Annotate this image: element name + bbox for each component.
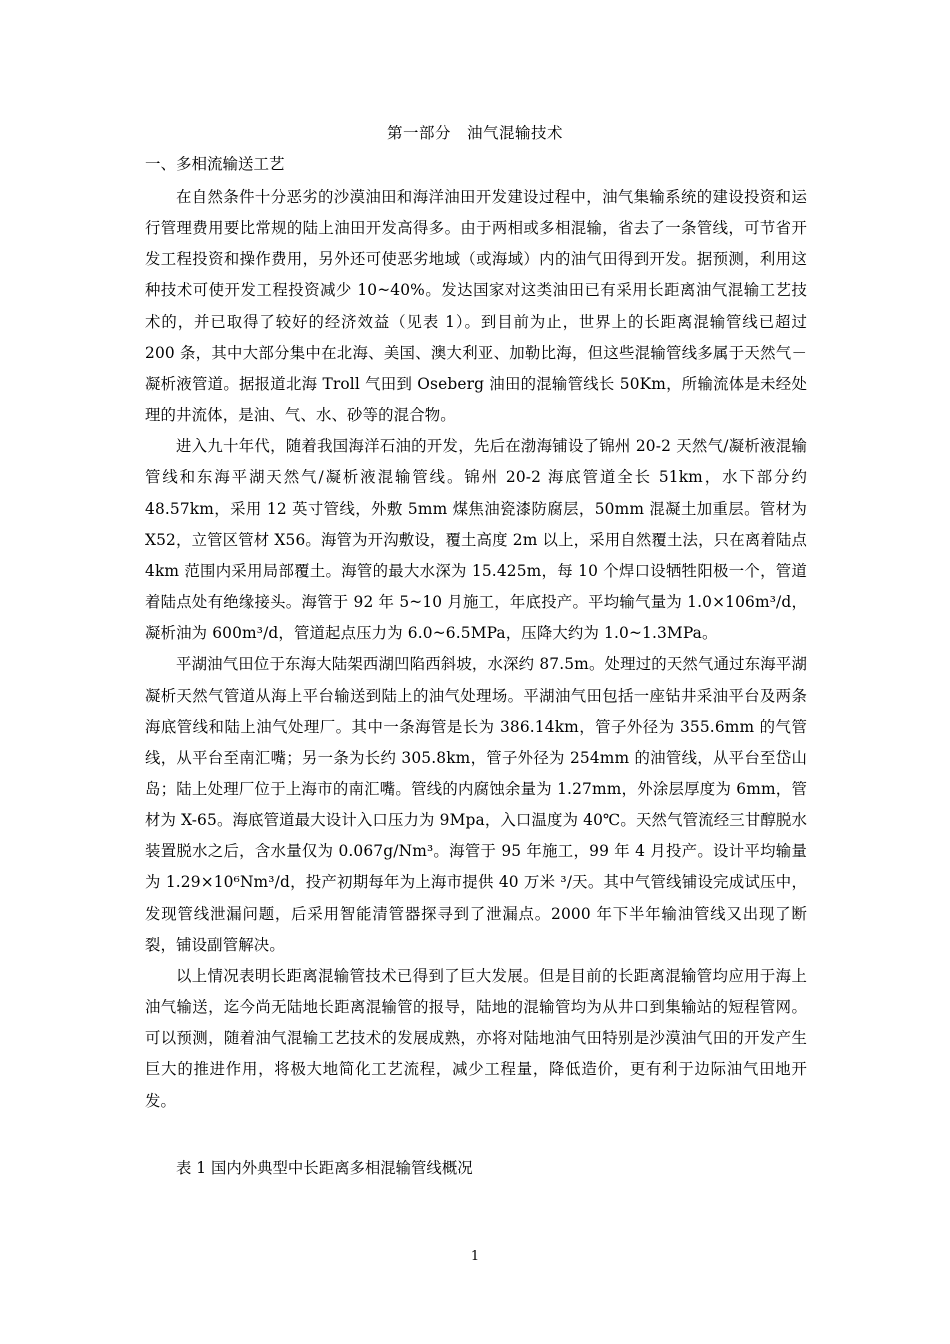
paragraph-1: 在自然条件十分恶劣的沙漠油田和海洋油田开发建设过程中，油气集输系统的建设投资和运行管理费用要比常规的陆上油田开发高得多。由于两相或多相混输，省去了一条管线，可节省开发工程投资和操作费用，另外还可使恶劣地域（或海域）内的油气田得到开发。据预测，利用这种技术可使开发工程投资减少 10~40%。发达国家对这类油田已有采用长距离油气混输工艺技术的，并已取得了较好的经济效益（见表 1）。到目前为止，世界上的长距离混输管线已超过 200 条，其中大部分集中在北海、美国、澳大利亚、加勒比海，但这些混输管线多属于天然气－凝析液管道。据报道北海 Troll 气田到 Oseberg 油田的混输管线长 50Km，所输流体是未经处理的井流体，是油、气、水、砂等的混合物。 <box>145 188 807 425</box>
section-heading: 一、多相流输送工艺 <box>145 155 285 173</box>
page-number: 1 <box>470 1249 480 1264</box>
document-title: 第一部分 油气混输技术 <box>386 124 563 142</box>
paragraph-2: 进入九十年代，随着我国海洋石油的开发，先后在渤海铺设了锦州 20-2 天然气/凝析液混输管线和东海平湖天然气/凝析液混输管线。锦州 20-2 海底管道全长 51km，水下部分约 48.57km，采用 12 英寸管线，外敷 5mm 煤焦油瓷漆防腐层，50mm 混凝土加重层。管材为 X52，立管区管材 X56。海管为开沟敷设，覆土高度 2m 以上，采用自然覆土法，只在离着陆点 4km 范围内采用局部覆土。海管的最大水深为 15.425m，每 10 个焊口设牺牲阳极一个，管道着陆点处有绝缘接头。海管于 92 年 5~10 月施工，年底投产。平均输气量为 1.0×106m³/d，凝析油为 600m³/d，管道起点压力为 6.0~6.5MPa，压降大约为 1.0~1.3MPa。 <box>145 437 807 643</box>
paragraph-4: 以上情况表明长距离混输管技术已得到了巨大发展。但是目前的长距离混输管均应用于海上油气输送，迄今尚无陆地长距离混输管的报导，陆地的混输管均为从井口到集输站的短程管网。可以预测，随着油气混输工艺技术的发展成熟，亦将对陆地油气田特别是沙漠油气田的开发产生巨大的推进作用，将极大地简化工艺流程，减少工程量，降低造价，更有利于边际油气田地开发。 <box>145 966 807 1110</box>
table-caption: 表 1 国内外典型中长距离多相混输管线概况 <box>176 1159 473 1177</box>
paragraph-3: 平湖油气田位于东海大陆架西湖凹陷西斜坡，水深约 87.5m。处理过的天然气通过东海平湖凝析天然气管道从海上平台输送到陆上的油气处理场。平湖油气田包括一座钻井采油平台及两条海底管线和陆上油气处理厂。其中一条海管是长为 386.14km，管子外径为 355.6mm 的气管线，从平台至南汇嘴；另一条为长约 305.8km，管子外径为 254mm 的油管线，从平台至岱山岛；陆上处理厂位于上海市的南汇嘴。管线的内腐蚀余量为 1.27mm，外涂层厚度为 6mm，管材为 X-65。海底管道最大设计入口压力为 9Mpa，入口温度为 40℃。天然气管流经三甘醇脱水装置脱水之后，含水量仅为 0.067g/Nm³。海管于 95 年施工，99 年 4 月投产。设计平均输量为 1.29×10⁶Nm³/d，投产初期每年为上海市提供 40 万米 ³/天。其中气管线铺设完成试压中，发现管线泄漏问题，后采用智能清管器探寻到了泄漏点。2000 年下半年输油管线又出现了断裂，铺设副管解决。 <box>145 655 807 954</box>
body-text <box>145 182 807 1117</box>
